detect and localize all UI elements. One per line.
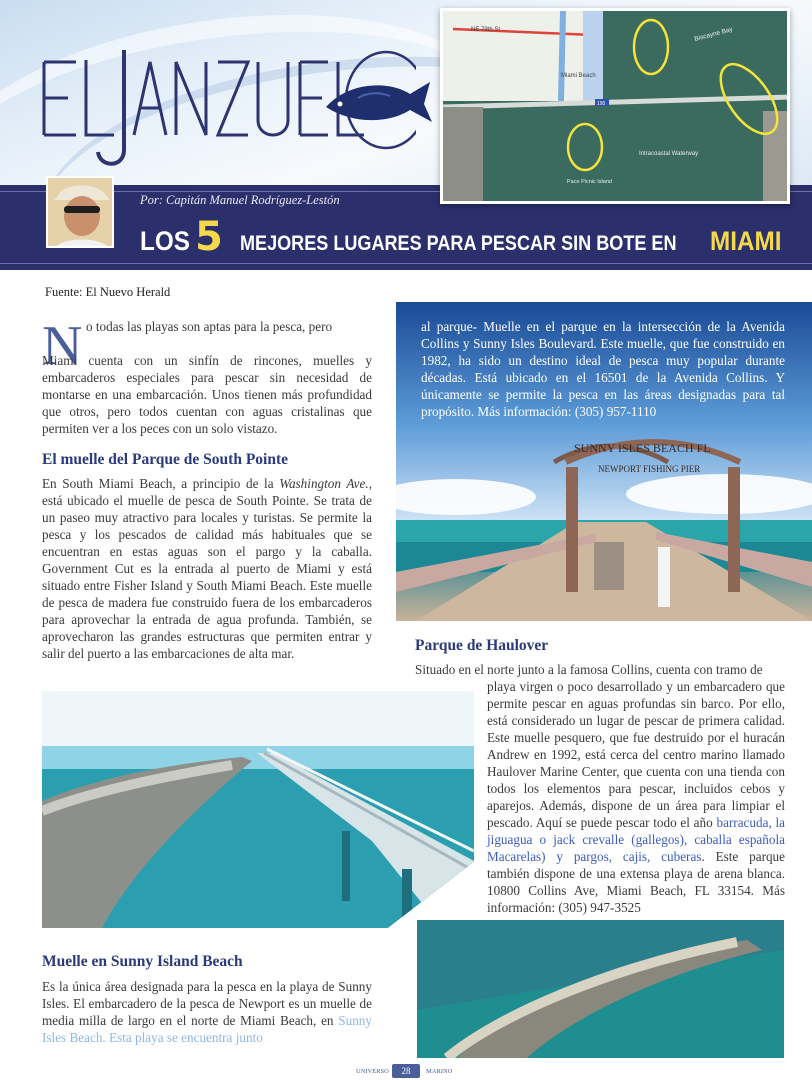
sunny-island-link[interactable]: Sunny Isles Beach. Esta playa se encuentra junto — [42, 1013, 372, 1045]
sunny-island-text-a: Es la única área designada para la pesca en la playa de Sunny Isles. El embarcadero de la pesca de Newport es un muelle de media milla de largo en el norte de Miami Beach, en — [42, 979, 372, 1028]
map-label-intracoastal: Intracoastal Waterway — [639, 151, 699, 157]
headline — [140, 214, 800, 266]
section-body-south-pointe — [42, 475, 372, 662]
headline-text: MEJORES LUGARES PARA PESCAR SIN BOTE EN — [240, 232, 677, 255]
pier-sign-top: SUNNY ISLES BEACH FL — [574, 441, 711, 455]
haulover-jetty-aerial-photo — [417, 920, 784, 1058]
footer-right: MARINO — [426, 1068, 453, 1075]
source-credit: Fuente: El Nuevo Herald — [45, 285, 171, 299]
author-photo — [46, 176, 114, 248]
headline-city: MIAMI — [710, 226, 782, 256]
haulover-first-line: Situado en el norte junto a la famosa Collins, cuenta con tramo de — [415, 662, 763, 677]
fish-icon — [318, 52, 438, 142]
intro-first-line: o todas las playas son aptas para la pesca, pero — [86, 319, 333, 334]
section-title-sunny-island: Muelle en Sunny Island Beach — [42, 953, 243, 970]
footer-left: UNIVERSO — [356, 1068, 389, 1075]
map-label-bay: Biscayne Bay — [693, 25, 734, 43]
page-number: 28 — [392, 1064, 420, 1078]
map-label-route: 195 — [597, 101, 606, 107]
section-title-haulover: Parque de Haulover — [415, 637, 549, 654]
map-label-beach: Miami Beach — [561, 73, 596, 79]
south-pointe-street: Washington Ave. — [279, 476, 369, 491]
map-label-street: NE 79th St — [471, 27, 501, 33]
haulover-text-b: . Este parque también dispone de una extensa playa de arena blanca. 10800 Collins Ave, Miami Beach, FL 33154. Más información: (305) 947-3525 — [487, 849, 785, 915]
section-body-sunny-island — [42, 978, 372, 1046]
headline-number: 5 — [195, 214, 223, 260]
section-title-south-pointe: El muelle del Parque de South Pointe — [42, 451, 289, 468]
south-pointe-text-b: , está ubicado el muelle de pesca de South Pointe. Se trata de un paseo muy atractivo para locales y turistas. Se permite la pesca y los pescados de calidad más habituales que se encuentran en estas aguas son el pargo y la caballa. Government Cut es la entrada al puerto de Miami y está situado entre Fisher Island y South Miami Beach. Este muelle de pesca de madera fue construido fuera de los embarcaderos para aprovechar la entrada de agua profunda. También, se aprovecharon las grandes estructuras que permiten entrar y salir del puerto a las embarcaciones de alta mar. — [42, 476, 372, 661]
south-pointe-text-a: En South Miami Beach, a principio de la — [42, 476, 280, 491]
sunny-isles-continued-text: al parque- Muelle en el parque en la intersección de la Avenida Collins y Sunny Isles Boulevard. Este muelle, que fue construido en 1982, ha sido un destino ideal de pesca muy popular durante décadas. Está ubicado en el 16501 de la Avenida Collins. Y únicamente se permite la pesca en las áreas designadas para tal propósito. Más información: (305) 957-1110 — [421, 319, 785, 419]
intro-paragraph: Miami cuenta con un sinfín de rincones, muelles y embarcaderos especiales para pescar sin necesidad de montarse en una embarcación. Unos tienen más profundidad que otros, pero todos cuentan con aguas cristalinas que permiten ver a los peces con un solo vistazo. — [42, 353, 372, 436]
section-body-haulover — [487, 678, 785, 916]
haulover-text-a: playa virgen o poco desarrollado y un embarcadero que permite pescar en aguas profundas sin barco. Por ello, está considerado un lugar de pescar de primera calidad. Este muelle pesquero, que fue destruido por el huracán Andrew en 1992, está cerca del centro marino llamado Haulover Marine Center, que cuenta con una tienda con todos los elementos para pescar, incluidos cebos y aparejos. Además, dispone de un área para limpiar el pescado. Aquí se puede pescar todo el año — [487, 679, 785, 830]
aerial-map-photo — [440, 8, 790, 204]
byline: Por: Capitán Manuel Rodríguez-Lestón — [140, 193, 340, 207]
south-pointe-jetty-photo — [42, 691, 474, 928]
pier-sign-bottom: NEWPORT FISHING PIER — [598, 464, 701, 474]
page-footer — [0, 1062, 812, 1080]
haulover-fish-species-link[interactable]: barracuda, la jiguagua o jack crevalle (gallegos), caballa española Macarelas) y pargos, cajis, cuberas — [487, 815, 785, 864]
drop-cap: N — [42, 315, 83, 377]
map-label-island: Pace Picnic Island — [567, 179, 612, 185]
headline-los: LOS — [140, 226, 190, 256]
